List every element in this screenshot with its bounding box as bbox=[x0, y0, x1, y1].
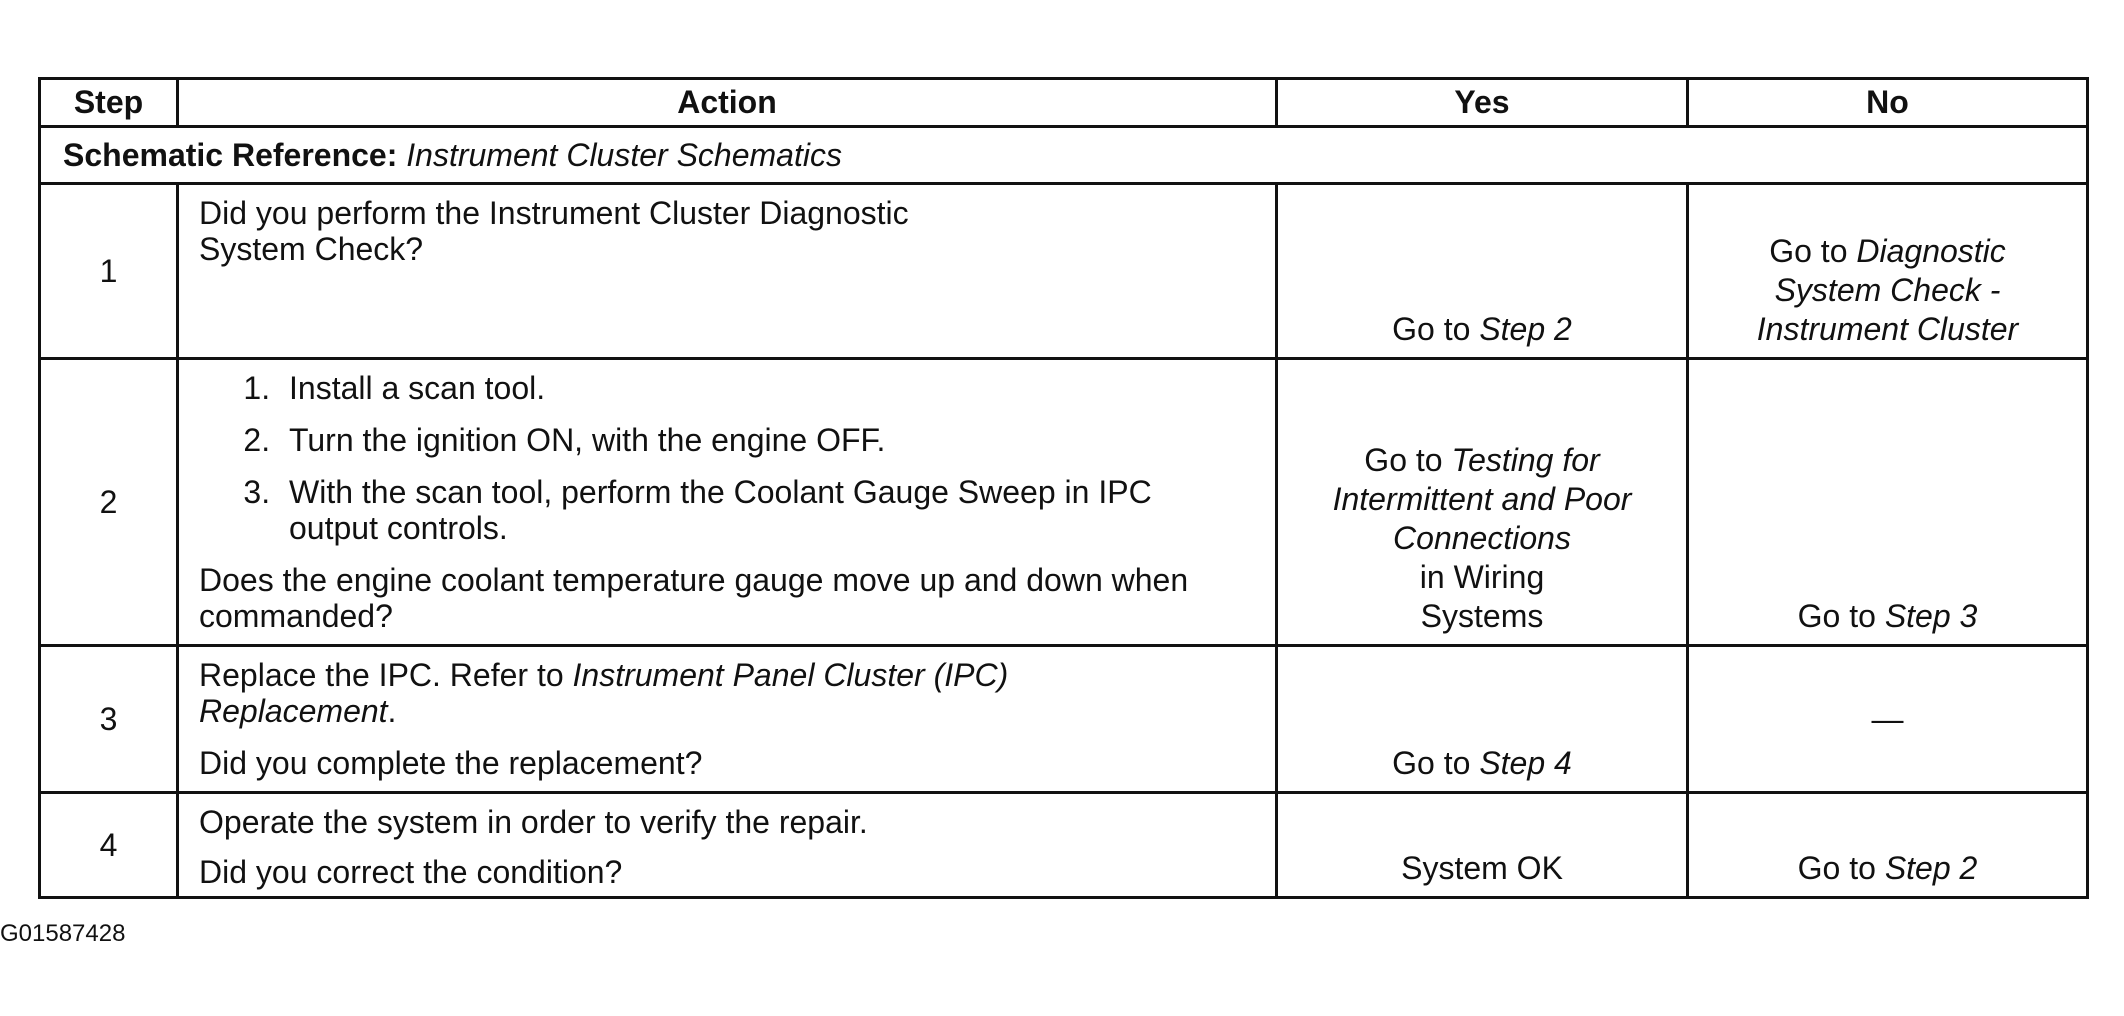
no-cell bbox=[1688, 793, 2088, 898]
yes-prefix: Go to bbox=[1392, 745, 1471, 781]
yes-cell bbox=[1277, 184, 1688, 359]
action-cell bbox=[178, 646, 1277, 793]
table-row bbox=[40, 793, 2088, 898]
action-question: Did you complete the replacement? bbox=[199, 745, 703, 781]
schematic-reference-label: Schematic Reference: bbox=[63, 136, 398, 173]
schematic-reference-row bbox=[40, 127, 2088, 184]
list-item: 3. With the scan tool, perform the Coolant Gauge Sweep in IPC output controls. bbox=[279, 474, 1255, 546]
action-text: System Check? bbox=[199, 231, 424, 267]
no-prefix: Go to bbox=[1797, 850, 1876, 886]
no-link[interactable]: Step 3 bbox=[1884, 598, 1978, 634]
yes-text: System OK bbox=[1401, 850, 1563, 886]
header-action: Action bbox=[178, 79, 1277, 127]
step-number: 4 bbox=[40, 793, 178, 898]
yes-cell bbox=[1277, 793, 1688, 898]
no-link[interactable]: Instrument Cluster bbox=[1756, 311, 2019, 347]
step-number: 1 bbox=[40, 184, 178, 359]
no-link[interactable]: Diagnostic bbox=[1856, 233, 2006, 269]
no-cell bbox=[1688, 359, 2088, 646]
yes-link[interactable]: Testing for bbox=[1451, 442, 1600, 478]
action-prefix: Replace the IPC. Refer to bbox=[199, 657, 564, 693]
diagnostic-table-document bbox=[38, 77, 2086, 899]
step-number: 2 bbox=[40, 359, 178, 646]
yes-link[interactable]: Step 4 bbox=[1479, 745, 1572, 781]
no-link[interactable]: System Check - bbox=[1774, 272, 2001, 308]
yes-prefix: Go to bbox=[1392, 311, 1471, 347]
table-row bbox=[40, 359, 2088, 646]
no-cell bbox=[1688, 646, 2088, 793]
no-dash: — bbox=[1871, 700, 1904, 737]
yes-cell bbox=[1277, 359, 1688, 646]
header-yes: Yes bbox=[1277, 79, 1688, 127]
no-link[interactable]: Step 2 bbox=[1884, 850, 1978, 886]
action-cell bbox=[178, 184, 1277, 359]
table-row bbox=[40, 646, 2088, 793]
action-text: Did you perform the Instrument Cluster Diagnostic bbox=[199, 195, 909, 231]
yes-prefix: Go to bbox=[1364, 442, 1443, 478]
figure-id: G01587428 bbox=[0, 920, 126, 947]
list-item: 2. Turn the ignition ON, with the engine OFF. bbox=[279, 422, 1255, 458]
action-text bbox=[199, 657, 1255, 729]
list-item: 1. Install a scan tool. bbox=[279, 370, 1255, 406]
yes-cell bbox=[1277, 646, 1688, 793]
schematic-reference-link[interactable]: Instrument Cluster Schematics bbox=[406, 136, 842, 173]
yes-link[interactable]: Step 2 bbox=[1479, 311, 1572, 347]
no-prefix: Go to bbox=[1797, 598, 1876, 634]
action-cell bbox=[178, 793, 1277, 898]
diagnostic-table bbox=[38, 77, 2089, 899]
table-row bbox=[40, 184, 2088, 359]
no-prefix: Go to bbox=[1769, 233, 1848, 269]
action-question: Did you correct the condition? bbox=[199, 854, 623, 890]
action-text: Operate the system in order to verify the repair. bbox=[199, 804, 868, 840]
step-number: 3 bbox=[40, 646, 178, 793]
yes-link[interactable]: Intermittent and Poor bbox=[1332, 481, 1632, 517]
action-steps-list bbox=[199, 370, 1255, 546]
no-cell bbox=[1688, 184, 2088, 359]
action-link[interactable]: Instrument Panel Cluster (IPC) bbox=[572, 657, 1009, 693]
yes-suffix: in Wiring bbox=[1419, 559, 1545, 595]
yes-link[interactable]: Connections bbox=[1393, 520, 1571, 556]
header-step: Step bbox=[40, 79, 178, 127]
header-row bbox=[40, 79, 2088, 127]
action-cell bbox=[178, 359, 1277, 646]
yes-suffix: Systems bbox=[1420, 598, 1544, 634]
action-question: Does the engine coolant temperature gauge move up and down when commanded? bbox=[199, 562, 1189, 634]
action-link[interactable]: Replacement bbox=[199, 693, 388, 729]
schematic-reference-cell bbox=[40, 127, 2088, 184]
action-suffix: . bbox=[387, 693, 397, 729]
header-no: No bbox=[1688, 79, 2088, 127]
